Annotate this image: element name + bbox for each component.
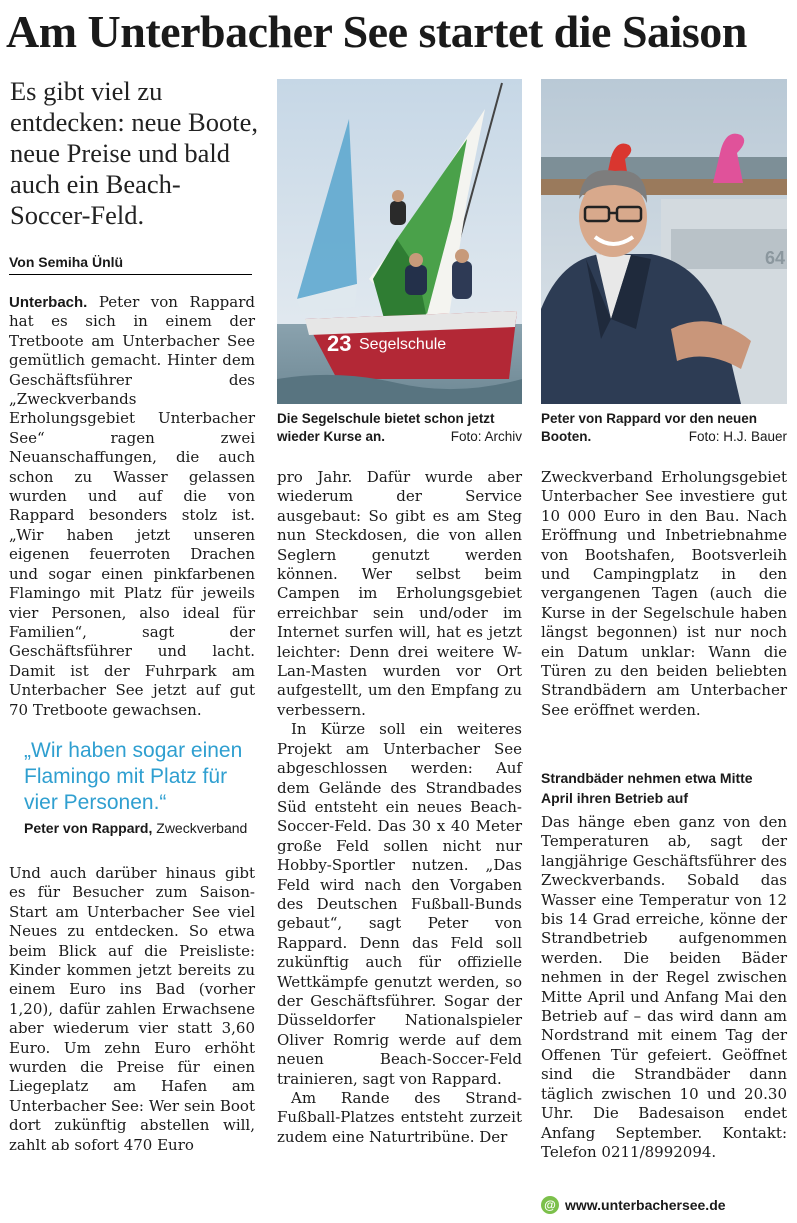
column-2 bbox=[277, 468, 522, 1147]
quote-author-role: Zweckverband bbox=[152, 820, 248, 836]
teaser: Es gibt viel zu entdecken: neue Boote, neue Preise und bald auch ein Beach-Soccer-Feld. bbox=[10, 76, 258, 230]
paragraph: In Kürze soll ein weiteres Projekt am Unterbacher See abgeschlossen werden: Auf dem Gelände des Strandbades Süd entsteht ein neues Beach-Soccer-Feld. Das 30 x 40 Meter große Feld sollen nicht nur Hobby-Sportler nutzen. „Das Feld wird nach den Vorgaben des Deutschen Fußball-Bunds gebaut“, sagt Peter von Rappard. Denn das Feld soll zukünftig auch für offizielle Wettkämpfe genutzt werden, so der Geschäftsführer. Sogar der Düsseldorfer Nationalspieler Oliver Romrig werde auf dem neuen Beach-Soccer-Feld trainieren, sagt von Rappard. bbox=[277, 720, 522, 1088]
column-3-bottom bbox=[541, 813, 787, 1162]
photo-caption-2 bbox=[541, 410, 787, 446]
paragraph bbox=[9, 293, 255, 720]
subheading: Strandbäder nehmen etwa Mitte April ihren Betrieb auf bbox=[541, 770, 753, 806]
boat-lettering: Segelschule bbox=[359, 336, 447, 353]
photo-credit: Foto: Archiv bbox=[450, 429, 522, 444]
paragraph: Und auch darüber hinaus gibt es für Besucher zum Saison-Start am Unterbacher See viel Neues zu entdecken. So etwa beim Blick auf die Preisliste: Kinder kommen jetzt bereits zu einem Euro ins Bad (vorher 1,20), dafür zahlen Erwachsene aber wiederum vier statt 3,60 Euro. Um zehn Euro erhöht wurden die Preise für einen Liegeplatz am Hafen am Unterbacher See: Wer sein Boot dort zukünftig abstellen will, zahlt ab sofort 470 Euro bbox=[9, 864, 255, 1154]
dateline: Unterbach. bbox=[9, 294, 88, 311]
byline: Von Semiha Ünlü bbox=[9, 254, 252, 275]
headline: Am Unterbacher See startet die Saison bbox=[6, 6, 747, 57]
at-icon: @ bbox=[541, 1196, 559, 1214]
quote-author-name: Peter von Rappard, bbox=[24, 820, 153, 836]
sailboat-illustration bbox=[277, 79, 522, 404]
photo-sailing-school bbox=[277, 79, 522, 404]
photo-peter-von-rappard bbox=[541, 79, 787, 404]
portrait-illustration bbox=[541, 79, 787, 404]
column-1-bottom bbox=[9, 864, 255, 1155]
caption-text: Peter von Rappard vor den neuen Booten. bbox=[541, 411, 758, 444]
photo-credit: Foto: H.J. Bauer bbox=[688, 429, 787, 444]
paragraph: pro Jahr. Dafür wurde aber wiederum der Service ausgebaut: So gibt es am Steg nun Steckdosen, die von allen Seglern genutzt werden können. Wer selbst beim Campen im Erholungsgebiet erreichbar sein und/oder im Internet surfen will, hat es jetzt leichter: Denn drei weitere W-Lan-Masten wurden vor Ort aufgestellt, um den Empfang zu verbessern. bbox=[277, 468, 522, 719]
boat-number: 23 bbox=[327, 331, 352, 356]
paragraph: Zweckverband Erholungsgebiet Unterbacher See investiere gut 10 000 Euro in den Bau. Nach Eröffnung und Inbetriebnahme von Bootshafen, Bootsverleih und Campingplatz in den vergangenen Tagen (auch die Kurse in der Segelschule haben längst begonnen) ist nur noch ein Datum unklar: Wann die Türen zu den beiden beliebten Strandbädern am Unterbacher See eröffnet werden. bbox=[541, 468, 787, 719]
website-link[interactable]: www.unterbachersee.de bbox=[565, 1197, 726, 1213]
photo-caption-1 bbox=[277, 410, 522, 446]
paragraph: Am Rande des Strand-Fußball-Platzes entsteht zurzeit zudem eine Naturtribüne. Der bbox=[277, 1089, 522, 1146]
paragraph-text: Peter von Rappard hat es sich in einem der Tretboote am Unterbacher See gemütlich gemacht. Hinter dem Geschäftsführer des „Zweckverbands Erholungsgebiet Unterbacher See“ ragen zwei Neuanschaffungen, die auch schon zu Wasser gelassen wurden und auf die von Rappard besonders stolz ist. „Wir haben jetzt unseren eigenen feuerroten Drachen und sogar einen pinkfarbenen Flamingo mit Platz für jeweils vier Personen, also ideal für Familien“, sagt der Geschäftsführer und lacht. Damit ist der Fuhrpark am Unterbacher See jetzt auf gut 70 Tretboote gewachsen. bbox=[9, 293, 255, 719]
column-1-top bbox=[9, 293, 255, 720]
quote-author bbox=[24, 820, 264, 836]
boat-number: 64 bbox=[765, 248, 786, 268]
column-3-top bbox=[541, 468, 787, 720]
paragraph: Das hänge eben ganz von den Temperaturen ab, sagt der langjährige Geschäftsführer des Zweckverbands. Sobald das Wasser eine Temperatur von 12 bis 14 Grad erreiche, könne der Strandbetrieb aufgenommen werden. Die beiden Bäder nehmen in der Regel zwischen Mitte April und Anfang Mai den Betrieb auf – das wird dann am Nordstrand mit einem Tag der Offenen Tür gefeiert. Geöffnet sind die Strandbäder dann täglich zwischen 10 und 20.30 Uhr. Die Badesaison endet Anfang September. Kontakt: Telefon 0211/8992094. bbox=[541, 813, 787, 1161]
caption-text: Die Segelschule bietet schon jetzt wieder Kurse an. bbox=[277, 411, 495, 444]
website-line bbox=[541, 1193, 787, 1217]
pull-quote: „Wir haben sogar einen Flamingo mit Platz für vier Personen.“ bbox=[24, 739, 243, 814]
